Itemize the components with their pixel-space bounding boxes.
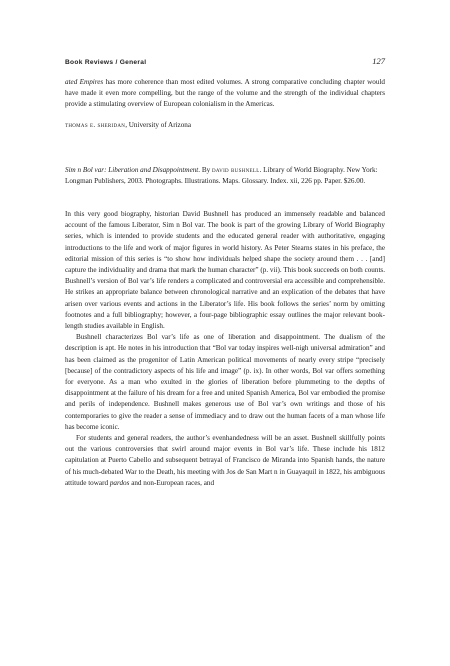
- book-author: david bushnell: [212, 166, 260, 174]
- italic-lead: ated Empires: [65, 78, 104, 86]
- reviewer-name: thomas e. sheridan: [65, 121, 126, 129]
- review-body: [65, 209, 385, 489]
- review-paragraph-3: [65, 433, 385, 489]
- section-title: Book Reviews / General: [65, 59, 147, 66]
- paragraph-3-italic: pardos: [109, 478, 130, 487]
- book-citation: [65, 165, 385, 187]
- continuation-paragraph: [65, 77, 385, 111]
- previous-review-ending: [65, 77, 385, 111]
- paragraph-3-text-a: For students and general readers, the author’s evenhandedness will be an asset. Bushnell skillfully points out the various controversies that swirl around major events in Bol var’s life. These include his 1812 capitulation at Puerto Cabello and subsequent betrayal of Francisco de Miranda into Spanish hands, the nature of his much-debated War to the Death, his meeting with Jos de San Mart n in Guayaquil in 1822, his ambiguous attitude toward: [65, 434, 385, 487]
- page-number: 127: [372, 56, 385, 66]
- review-paragraph-2: Bushnell characterizes Bol var’s life as one of liberation and disappointment. The dualism of the description is apt. He notes in his introduction that “Bol var today inspires well-nigh universal admiration” and has been claimed as the progenitor of Latin American political movements of nearly every stripe “precisely [because] of the contradictory aspects of his life and image” (p. ix). In other words, Bol var offers something for everyone. As a man who exulted in the glories of liberation before plummeting to the depths of disappointment at the failure of his dream for a free and united Spanish America, Bol var embodied the promise and perils of independence. Bushnell makes generous use of Bol var’s own writings and those of his contemporaries to give the reader a sense of immediacy and to draw out the human facets of a man whose life has become iconic.: [65, 333, 385, 431]
- citation-by: . By: [198, 166, 212, 174]
- running-head: [65, 56, 385, 66]
- review-paragraph-1: In this very good biography, historian David Bushnell has produced an immensely readable and balanced account of the famous Liberator, Sim n Bol var. The book is part of the growing Library of World Biography series, which is intended to provide students and the educated general reader with authoritative, engaging introductions to the life and work of major figures in world history. As Peter Stearns states in his preface, the editorial mission of this series is “to show how individuals helped shape the society around them . . . [and] capture the individuality and drama that mark the human character” (p. vii). This book succeeds on both counts. Bushnell’s version of Bol var’s life renders a complicated and controversial era accessible and comprehensible. He strikes an appropriate balance between chronological narrative and an explication of the debates that have arisen over various events and actions in the Liberator’s life. His book follows the series’ norm by omitting footnotes and a full bibliography; however, a four-page bibliographic essay outlines the major relevant book-length studies available in English.: [65, 210, 385, 331]
- reviewer-signature: [65, 120, 385, 131]
- reviewer-affiliation: , University of Arizona: [125, 121, 192, 129]
- paragraph-3-text-b: and non-European races, and: [129, 478, 215, 487]
- continuation-text: has more coherence than most edited volumes. A strong comparative concluding chapter would have made it even more compelling, but the range of the volume and the strength of the individual chapters provide a stimulating overview of European colonialism in the Americas.: [65, 78, 385, 109]
- citation-details: . Library of World Biography. New York: Longman Publishers, 2003. Photographs. Illustrations. Maps. Glossary. Index. xii, 226 pp. Paper. $26.00.: [65, 166, 378, 186]
- book-title: Sim n Bol var: Liberation and Disappointment: [65, 166, 199, 174]
